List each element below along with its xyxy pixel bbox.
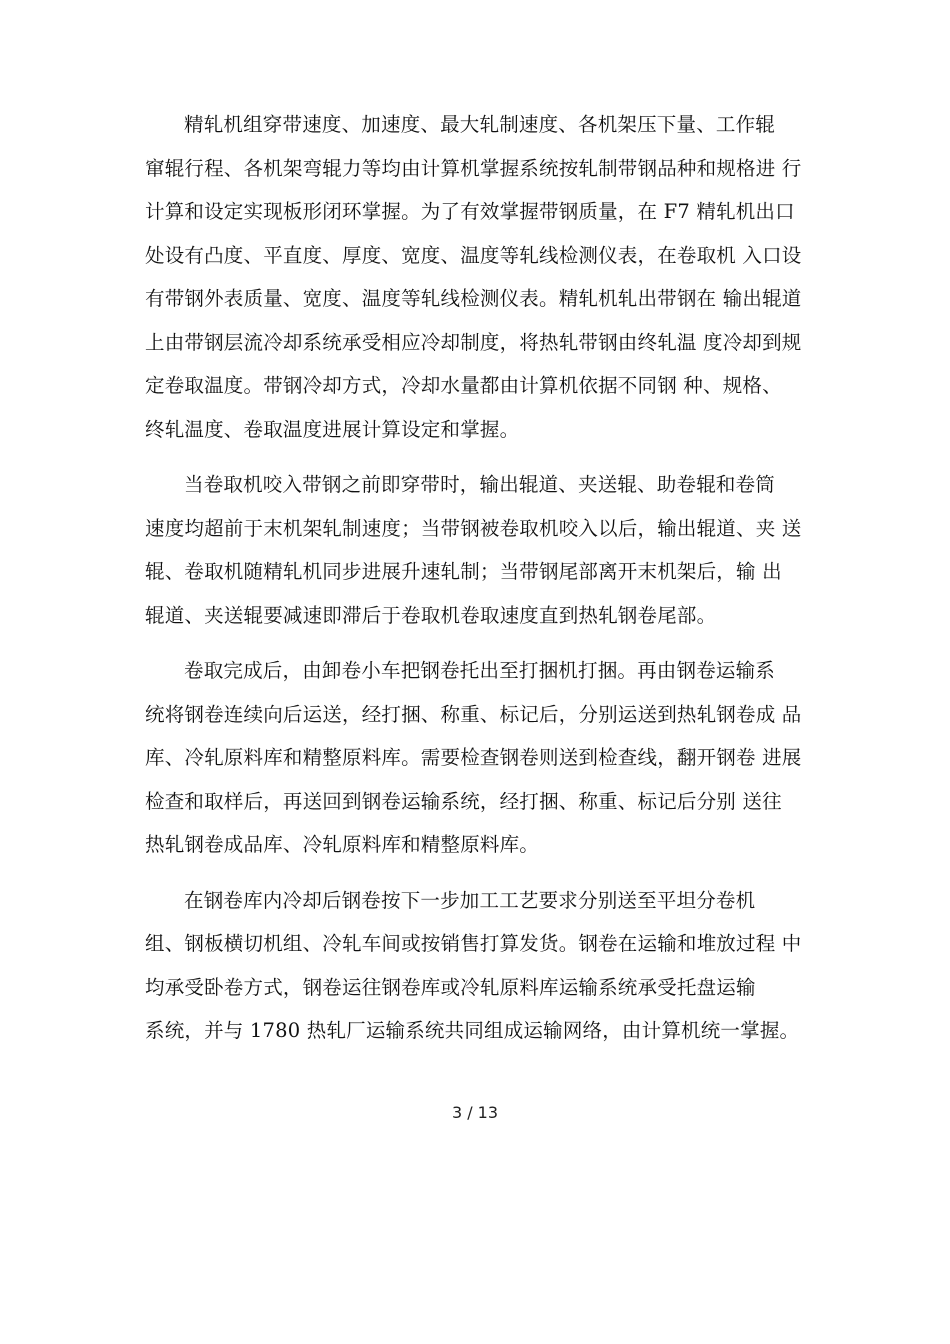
text-line: 检查和取样后，再送回到钢卷运输系统，经打捆、称重、标记后分别 送往 <box>145 789 782 813</box>
text-line: 在钢卷库内冷却后钢卷按下一步加工工艺要求分别送至平坦分卷机 <box>184 888 756 912</box>
text-line: 均承受卧卷方式，钢卷运往钢卷库或冷轧原料库运输系统承受托盘运输 <box>145 975 756 999</box>
text-line: 精轧机组穿带速度、加速度、最大轧制速度、各机架压下量、工作辊 <box>184 113 776 136</box>
text-line: 计算和设定实现板形闭环掌握。为了有效掌握带钢质量，在 F7 精轧机出口 <box>145 200 795 223</box>
text-line: 辊道、夹送辊要减速即滞后于卷取机卷取速度直到热轧钢卷尾部。 <box>145 603 717 627</box>
paragraph-2 <box>145 463 807 637</box>
text-line: 统将钢卷连续向后运送，经打捆、称重、标记后，分别运送到热轧钢卷成 品 <box>145 702 802 726</box>
text-line: 热轧钢卷成品库、冷轧原料库和精整原料库。 <box>145 833 540 856</box>
text-line: 组、钢板横切机组、冷轧车间或按销售打算发货。钢卷在运输和堆放过程 中 <box>145 932 802 955</box>
paragraph-4 <box>145 879 807 1053</box>
text-line: 系统，并与 1780 热轧厂运输系统共同组成运输网络，由计算机统一掌握。 <box>145 1019 800 1042</box>
page-number: 3 / 13 <box>451 1103 499 1122</box>
text-line: 有带钢外表质量、宽度、温度等轧线检测仪表。精轧机轧出带钢在 输出辊道 <box>145 287 802 310</box>
text-line: 速度均超前于末机架轧制速度；当带钢被卷取机咬入以后，输出辊道、夹 送 <box>145 516 802 540</box>
text-line: 当卷取机咬入带钢之前即穿带时，输出辊道、夹送辊、助卷辊和卷筒 <box>184 473 776 496</box>
text-line: 库、冷轧原料库和精整原料库。需要检查钢卷则送到检查线，翻开钢卷 进展 <box>145 746 802 769</box>
text-line: 辊、卷取机随精轧机同步进展升速轧制；当带钢尾部离开末机架后，输 出 <box>145 560 782 583</box>
text-line: 处设有凸度、平直度、厚度、宽度、温度等轧线检测仪表，在卷取机 入口设 <box>145 243 802 267</box>
text-line: 卷取完成后，由卸卷小车把钢卷托出至打捆机打捆。再由钢卷运输系 <box>184 659 776 682</box>
document-body <box>145 103 807 1065</box>
text-line: 定卷取温度。带钢冷却方式，冷却水量都由计算机依据不同钢 种、规格、 <box>145 374 782 397</box>
paragraph-3 <box>145 649 807 867</box>
text-line: 窜辊行程、各机架弯辊力等均由计算机掌握系统按轧制带钢品种和规格进 行 <box>145 156 802 180</box>
text-line: 终轧温度、卷取温度进展计算设定和掌握。 <box>145 417 520 441</box>
text-line: 上由带钢层流冷却系统承受相应冷却制度，将热轧带钢由终轧温 度冷却到规 <box>145 330 802 354</box>
paragraph-1 <box>145 103 807 451</box>
